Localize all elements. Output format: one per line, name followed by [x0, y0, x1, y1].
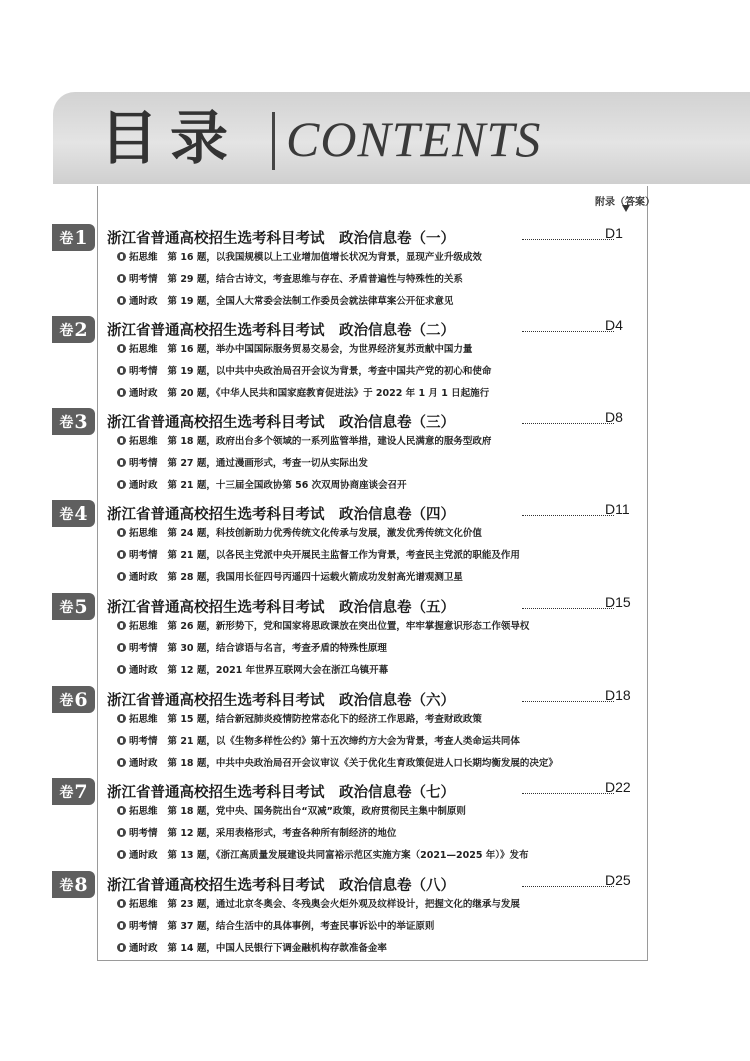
- subitem-tag: 通时政: [129, 572, 158, 583]
- subitem-tag: 通时政: [129, 665, 158, 676]
- volume-subitem: [117, 453, 368, 471]
- volume-title[interactable]: 浙江省普通高校招生选考科目考试 政治信息卷（二）: [107, 323, 455, 339]
- bulb-icon: [117, 621, 126, 630]
- subitem-text: 第 28 题，我国用长征四号丙遥四十运载火箭成功发射高光谱观测卫星: [167, 572, 463, 583]
- volume-badge-number: 8: [74, 873, 88, 896]
- volume-badge: [52, 224, 95, 251]
- volume-badge: [52, 408, 95, 435]
- bulb-icon: [117, 550, 126, 559]
- bulb-icon: [117, 943, 126, 952]
- subitem-tag: 拓思维: [129, 714, 158, 725]
- bulb-icon: [117, 436, 126, 445]
- volume-badge: [52, 778, 95, 805]
- volume-page-number: D11: [605, 501, 630, 517]
- volume-subitem: [117, 431, 491, 449]
- bulb-icon: [117, 850, 126, 859]
- volume-subitem: [117, 247, 482, 265]
- bulb-icon: [117, 528, 126, 537]
- subitem-tag: 拓思维: [129, 252, 158, 263]
- bulb-icon: [117, 458, 126, 467]
- volume-title[interactable]: 浙江省普通高校招生选考科目考试 政治信息卷（五）: [107, 600, 455, 616]
- subitem-tag: 明考情: [129, 366, 158, 377]
- title-divider: [272, 112, 275, 170]
- subitem-text: 第 12 题，2021 年世界互联网大会在浙江乌镇开幕: [167, 665, 389, 676]
- volume-page-number: D25: [605, 872, 631, 888]
- bulb-icon: [117, 828, 126, 837]
- volume-badge-number: 4: [74, 502, 88, 525]
- dot-leader: [522, 231, 614, 240]
- bulb-icon: [117, 806, 126, 815]
- volume-subitem: [117, 823, 396, 841]
- volume-subitem: [117, 523, 482, 541]
- volume-badge: [52, 871, 95, 898]
- subitem-text: 第 21 题，十三届全国政协第 56 次双周协商座谈会召开: [167, 480, 407, 491]
- bulb-icon: [117, 665, 126, 674]
- subitem-tag: 通时政: [129, 480, 158, 491]
- subitem-tag: 通时政: [129, 388, 158, 399]
- volume-subitem: [117, 616, 529, 634]
- volume-entry: [52, 686, 652, 769]
- volume-subitem: [117, 339, 472, 357]
- appendix-label: 附录（答案）: [595, 197, 655, 208]
- dot-leader: [522, 693, 614, 702]
- subitem-text: 第 24 题，科技创新助力优秀传统文化传承与发展，激发优秀传统文化价值: [167, 528, 482, 539]
- volume-subitem: [117, 845, 529, 863]
- volume-subitem: [117, 660, 388, 678]
- subitem-text: 第 23 题，通过北京冬奥会、冬残奥会火炬外观及纹样设计，把握文化的继承与发展: [167, 899, 520, 910]
- volume-badge-prefix: 卷: [59, 877, 74, 894]
- subitem-tag: 通时政: [129, 296, 158, 307]
- dot-leader: [522, 507, 614, 516]
- volume-badge-prefix: 卷: [59, 322, 74, 339]
- volume-badge-number: 2: [74, 318, 88, 341]
- volume-subitem: [117, 709, 482, 727]
- subitem-tag: 拓思维: [129, 806, 158, 817]
- subitem-text: 第 20 题，《中华人民共和国家庭教育促进法》于 2022 年 1 月 1 日起施行: [167, 388, 490, 399]
- bulb-icon: [117, 274, 126, 283]
- subitem-tag: 拓思维: [129, 528, 158, 539]
- volume-badge-prefix: 卷: [59, 230, 74, 247]
- bulb-icon: [117, 921, 126, 930]
- bulb-icon: [117, 572, 126, 581]
- volume-subitem: [117, 475, 407, 493]
- volume-subitem: [117, 731, 520, 749]
- volume-page-number: D15: [605, 594, 631, 610]
- subitem-text: 第 18 题，中共中央政治局召开会议审议《关于优化生育政策促进人口长期均衡发展的决定》: [167, 758, 558, 769]
- volume-subitem: [117, 638, 387, 656]
- subitem-text: 第 14 题，中国人民银行下调金融机构存款准备金率: [167, 943, 387, 954]
- subitem-text: 第 16 题，举办中国国际服务贸易交易会，为世界经济复苏贡献中国力量: [167, 344, 473, 355]
- subitem-tag: 明考情: [129, 458, 158, 469]
- volume-title[interactable]: 浙江省普通高校招生选考科目考试 政治信息卷（七）: [107, 785, 455, 801]
- subitem-tag: 拓思维: [129, 621, 158, 632]
- dot-leader: [522, 600, 614, 609]
- subitem-tag: 明考情: [129, 274, 158, 285]
- subitem-text: 第 27 题，通过漫画形式，考查一切从实际出发: [167, 458, 368, 469]
- volume-subitem: [117, 545, 520, 563]
- volume-subitem: [117, 894, 520, 912]
- volume-title[interactable]: 浙江省普通高校招生选考科目考试 政治信息卷（八）: [107, 878, 455, 894]
- subitem-tag: 通时政: [129, 943, 158, 954]
- subitem-text: 第 19 题，以中共中央政治局召开会议为背景，考查中国共产党的初心和使命: [167, 366, 492, 377]
- volume-badge-number: 7: [74, 780, 88, 803]
- subitem-tag: 拓思维: [129, 436, 158, 447]
- volume-entry: [52, 500, 652, 583]
- volume-badge: [52, 500, 95, 527]
- volume-page-number: D1: [605, 225, 623, 241]
- subitem-tag: 拓思维: [129, 899, 158, 910]
- volume-subitem: [117, 567, 463, 585]
- volume-entry: [52, 316, 652, 399]
- volume-badge: [52, 593, 95, 620]
- volume-entry: [52, 593, 652, 676]
- dot-leader: [522, 415, 614, 424]
- volume-entry: [52, 408, 652, 491]
- subitem-tag: 明考情: [129, 828, 158, 839]
- volume-badge-number: 3: [74, 410, 88, 433]
- volume-entry: [52, 224, 652, 307]
- volume-title[interactable]: 浙江省普通高校招生选考科目考试 政治信息卷（六）: [107, 693, 455, 709]
- volume-title[interactable]: 浙江省普通高校招生选考科目考试 政治信息卷（一）: [107, 231, 455, 247]
- subitem-text: 第 18 题，党中央、国务院出台“双减”政策，政府贯彻民主集中制原则: [167, 806, 466, 817]
- volume-subitem: [117, 938, 387, 956]
- bulb-icon: [117, 388, 126, 397]
- volume-badge: [52, 686, 95, 713]
- volume-entry: [52, 778, 652, 861]
- bulb-icon: [117, 643, 126, 652]
- volume-badge-number: 5: [74, 595, 88, 618]
- subitem-text: 第 30 题，结合谚语与名言，考查矛盾的特殊性原理: [167, 643, 387, 654]
- page-title-en: CONTENTS: [286, 111, 542, 167]
- subitem-tag: 明考情: [129, 921, 158, 932]
- volume-badge: [52, 316, 95, 343]
- volume-badge-prefix: 卷: [59, 692, 74, 709]
- volume-subitem: [117, 291, 453, 309]
- subitem-text: 第 18 题，政府出台多个领域的一系列监管举措，建设人民满意的服务型政府: [167, 436, 492, 447]
- subitem-tag: 通时政: [129, 850, 158, 861]
- subitem-tag: 通时政: [129, 758, 158, 769]
- volume-subitem: [117, 269, 463, 287]
- volume-entry: [52, 871, 652, 954]
- volume-badge-prefix: 卷: [59, 784, 74, 801]
- subitem-text: 第 19 题，全国人大常委会法制工作委员会就法律草案公开征求意见: [167, 296, 454, 307]
- volume-badge-prefix: 卷: [59, 599, 74, 616]
- dot-leader: [522, 878, 614, 887]
- bulb-icon: [117, 344, 126, 353]
- subitem-tag: 明考情: [129, 736, 158, 747]
- subitem-text: 第 26 题，新形势下，党和国家将思政课放在突出位置，牢牢掌握意识形态工作领导权: [167, 621, 530, 632]
- subitem-text: 第 15 题，结合新冠肺炎疫情防控常态化下的经济工作思路，考查财政政策: [167, 714, 482, 725]
- volume-subitem: [117, 801, 466, 819]
- bulb-icon: [117, 480, 126, 489]
- volume-badge-number: 1: [74, 226, 88, 249]
- volume-subitem: [117, 383, 489, 401]
- bulb-icon: [117, 252, 126, 261]
- subitem-text: 第 21 题，以各民主党派中央开展民主监督工作为背景，考查民主党派的职能及作用: [167, 550, 520, 561]
- volume-badge-prefix: 卷: [59, 506, 74, 523]
- subitem-text: 第 13 题，《浙江高质量发展建设共同富裕示范区实施方案（2021—2025 年）》发布: [167, 850, 529, 861]
- subitem-text: 第 12 题，采用表格形式，考查各种所有制经济的地位: [167, 828, 397, 839]
- volume-badge-prefix: 卷: [59, 414, 74, 431]
- subitem-tag: 明考情: [129, 550, 158, 561]
- dot-leader: [522, 323, 614, 332]
- subitem-text: 第 21 题，以《生物多样性公约》第十五次缔约方大会为背景，考查人类命运共同体: [167, 736, 520, 747]
- volume-badge-number: 6: [74, 688, 88, 711]
- volume-page-number: D18: [605, 687, 631, 703]
- arrow-down-icon: [622, 205, 630, 212]
- dot-leader: [522, 785, 614, 794]
- bulb-icon: [117, 366, 126, 375]
- bulb-icon: [117, 758, 126, 767]
- bulb-icon: [117, 714, 126, 723]
- subitem-tag: 拓思维: [129, 344, 158, 355]
- bulb-icon: [117, 899, 126, 908]
- subitem-tag: 明考情: [129, 643, 158, 654]
- volume-subitem: [117, 753, 558, 771]
- volume-page-number: D8: [605, 409, 623, 425]
- subitem-text: 第 16 题，以我国规模以上工业增加值增长状况为背景，显现产业升级成效: [167, 252, 482, 263]
- subitem-text: 第 37 题，结合生活中的具体事例，考查民事诉讼中的举证原则: [167, 921, 435, 932]
- volume-subitem: [117, 916, 434, 934]
- volume-title[interactable]: 浙江省普通高校招生选考科目考试 政治信息卷（三）: [107, 415, 455, 431]
- bulb-icon: [117, 296, 126, 305]
- volume-subitem: [117, 361, 491, 379]
- volume-title[interactable]: 浙江省普通高校招生选考科目考试 政治信息卷（四）: [107, 507, 455, 523]
- page-title-cn: 目录: [100, 104, 241, 172]
- volume-page-number: D22: [605, 779, 631, 795]
- volume-page-number: D4: [605, 317, 623, 333]
- subitem-text: 第 29 题，结合古诗文，考查思维与存在、矛盾普遍性与特殊性的关系: [167, 274, 463, 285]
- bulb-icon: [117, 736, 126, 745]
